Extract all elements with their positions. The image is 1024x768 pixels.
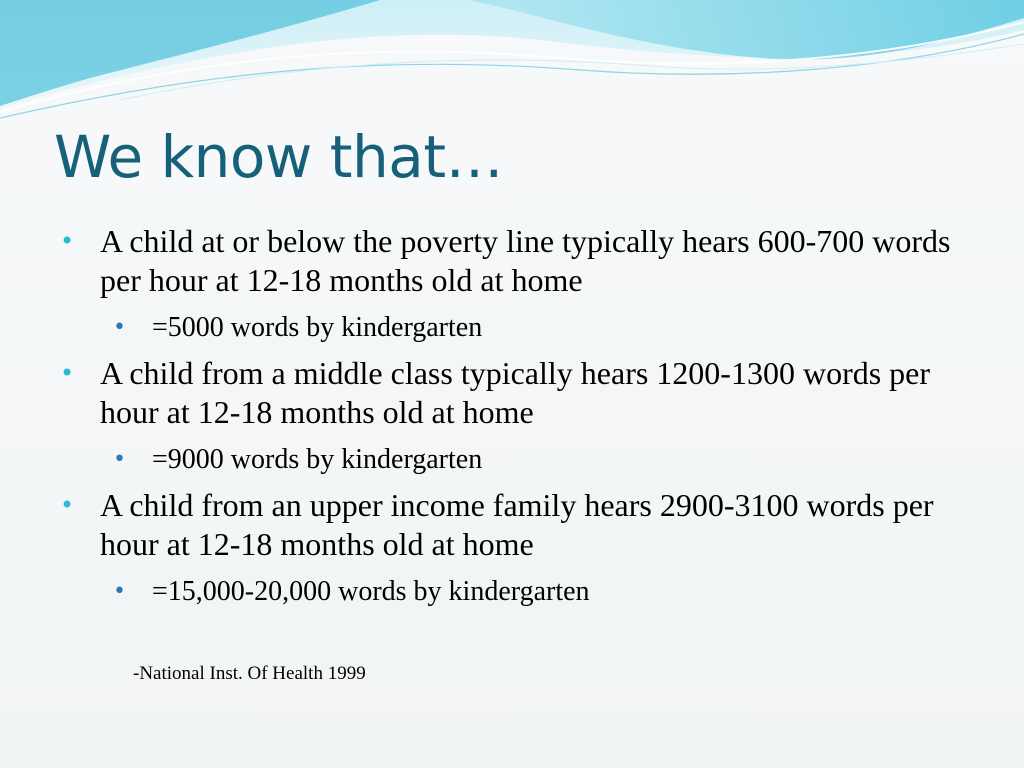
citation: -National Inst. Of Health 1999 <box>133 663 366 684</box>
sub-bullet-icon: • <box>113 315 126 340</box>
bullet-icon: • <box>60 359 75 387</box>
sub-bullet-item-poverty <box>0 311 1024 345</box>
sub-bullet-item-middle-class <box>0 443 1024 477</box>
sub-bullet-text: =9000 words by kindergarten <box>152 444 483 475</box>
bullet-item-poverty <box>0 222 960 300</box>
sub-bullet-text: =5000 words by kindergarten <box>152 312 483 343</box>
sub-bullet-icon: • <box>113 579 126 604</box>
bullet-text: A child from a middle class typically hears 1200-1300 words per hour at 12-18 months old at home <box>100 355 931 430</box>
sub-bullet-text: =15,000-20,000 words by kindergarten <box>152 576 590 607</box>
bullet-item-upper-income <box>0 486 960 564</box>
bullet-text: A child at or below the poverty line typically hears 600-700 words per hour at 12-18 months old at home <box>100 223 951 298</box>
slide-title: We know that… <box>54 123 504 191</box>
sub-bullet-item-upper-income <box>0 575 1024 609</box>
bullet-icon: • <box>60 227 75 255</box>
header-wave-decoration <box>0 0 1024 130</box>
sub-bullet-icon: • <box>113 447 126 472</box>
bullet-list <box>0 222 1024 618</box>
bullet-text: A child from an upper income family hears 2900-3100 words per hour at 12-18 months old at home <box>100 487 934 562</box>
bullet-icon: • <box>60 491 75 519</box>
bullet-item-middle-class <box>0 354 960 432</box>
